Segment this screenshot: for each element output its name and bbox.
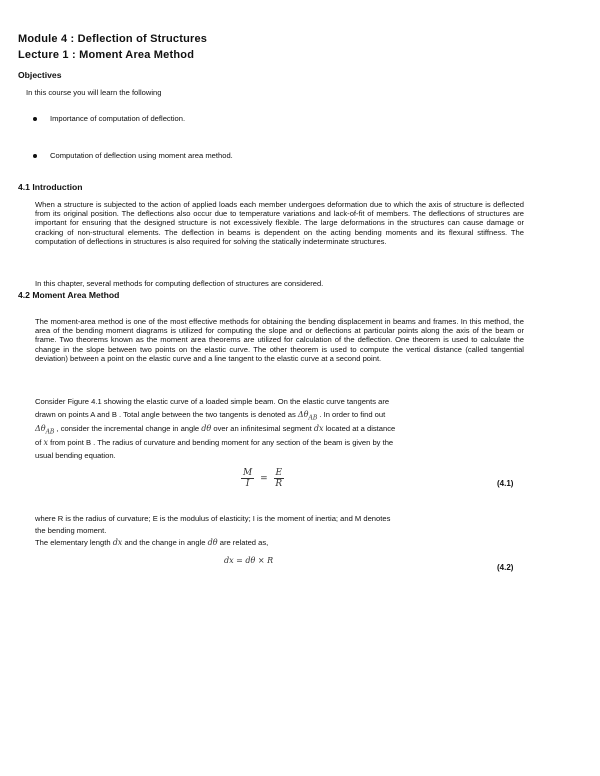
equation-4-1-label: (4.1) [497,479,514,488]
consider-line-2-text-a: drawn on points A and B . Total angle between the two tangents is denoted as [35,410,296,419]
eq1-right-fraction [274,468,285,489]
consider-line-3-text-a: , consider the incremental change in angle [56,424,200,433]
theta-ab-sub-2: AB [45,428,55,436]
elem-text-a: The elementary length [35,538,111,547]
equation-4-2: dx = dθ × R [224,556,274,565]
consider-line-3-text-c: located at a distance [325,424,396,433]
objective-text-1: Importance of computation of deflection. [50,114,186,123]
dtheta-symbol: dθ [201,424,212,433]
consider-line-2-text-b: . In order to find out [319,410,386,419]
dx-symbol-2: dx [112,538,123,547]
consider-line-3 [35,424,524,436]
elem-text-c: are related as, [219,538,269,547]
bullet-dot-icon [33,117,37,121]
dtheta-symbol-2: dθ [207,538,218,547]
eq1-equals: = [260,474,268,484]
eq1-numerator-left: M [243,468,253,478]
intro-paragraph-2: In this chapter, several methods for computing deflection of structures are considered. [35,279,324,288]
objective-bullet-1 [33,114,185,123]
dx-symbol: dx [313,424,324,433]
equation-4-1 [241,468,284,489]
elementary-length-line [35,538,268,547]
eq1-numerator-right: E [275,468,283,478]
intro-paragraph: When a structure is subjected to the action of applied loads each member undergoes deformation due to which the axis of structure is deflected from its original position. The deflections also occur due to temperature variations and lack-of-fit of members. The deflections of structures are important for ensuring that the designed structure is not excessively flexible. The large deformations in the structures can cause damage or cracking of non-structural elements. The deflection in beams is dependent on the acting bending moments and its flexural stiffness. The computation of deflections in structures is also required for solving the statically indeterminate structures. [35,200,524,246]
section-4-1-heading: 4.1 Introduction [18,182,83,192]
section-4-2-heading: 4.2 Moment Area Method [18,290,120,300]
module-title: Module 4 : Deflection of Structures [18,33,208,45]
where-line-2: the bending moment. [35,526,107,535]
theta-ab-symbol [297,410,318,422]
consider-line-4 [35,438,524,447]
x-symbol: x [43,438,48,447]
theta-ab-main-2: Δθ [35,424,46,433]
consider-line-1: Consider Figure 4.1 showing the elastic curve of a loaded simple beam. On the elastic curve tangents are [35,397,390,406]
consider-line-5: usual bending equation. [35,451,116,460]
eq1-denominator-right: R [275,479,283,489]
consider-line-3-text-b: over an infinitesimal segment [213,424,312,433]
bullet-dot-icon [33,154,37,158]
objectives-intro: In this course you will learn the following [26,88,162,97]
consider-line-2 [35,410,524,422]
theta-ab-sub: AB [308,414,318,422]
objective-bullet-2 [33,151,233,160]
consider-line-4-text-b: from point B . The radius of curvature and bending moment for any section of the beam is given by the [50,438,394,447]
theta-ab-main: Δθ [297,410,309,419]
where-line-1: where R is the radius of curvature; E is the modulus of elasticity; I is the moment of inertia; and M denotes [35,514,391,523]
lecture-title: Lecture 1 : Moment Area Method [18,49,195,61]
objectives-heading: Objectives [18,70,62,80]
eq1-denominator-left: I [245,479,250,489]
equation-4-2-label: (4.2) [497,563,514,572]
eq1-left-fraction [241,468,254,489]
elem-text-b: and the change in angle [124,538,206,547]
objective-text-2: Computation of deflection using moment area method. [50,151,233,160]
theta-ab-symbol-2 [35,424,55,436]
moment-area-paragraph: The moment-area method is one of the most effective methods for obtaining the bending displacement in beams and frames. In this method, the area of the bending moment diagrams is utilized for computing the slope and or deflections at particular points along the axis of the beam or frame. Two theorems known as the moment area theorems are utilized for calculation of the deflection. One theorem is used to calculate the change in the slope between two points on the elastic curve. The other theorem is used to compute the vertical distance (called tangential deviation) between a point on the elastic curve and a line tangent to the elastic curve at a second point. [35,317,524,363]
consider-line-4-text-a: of [35,438,42,447]
